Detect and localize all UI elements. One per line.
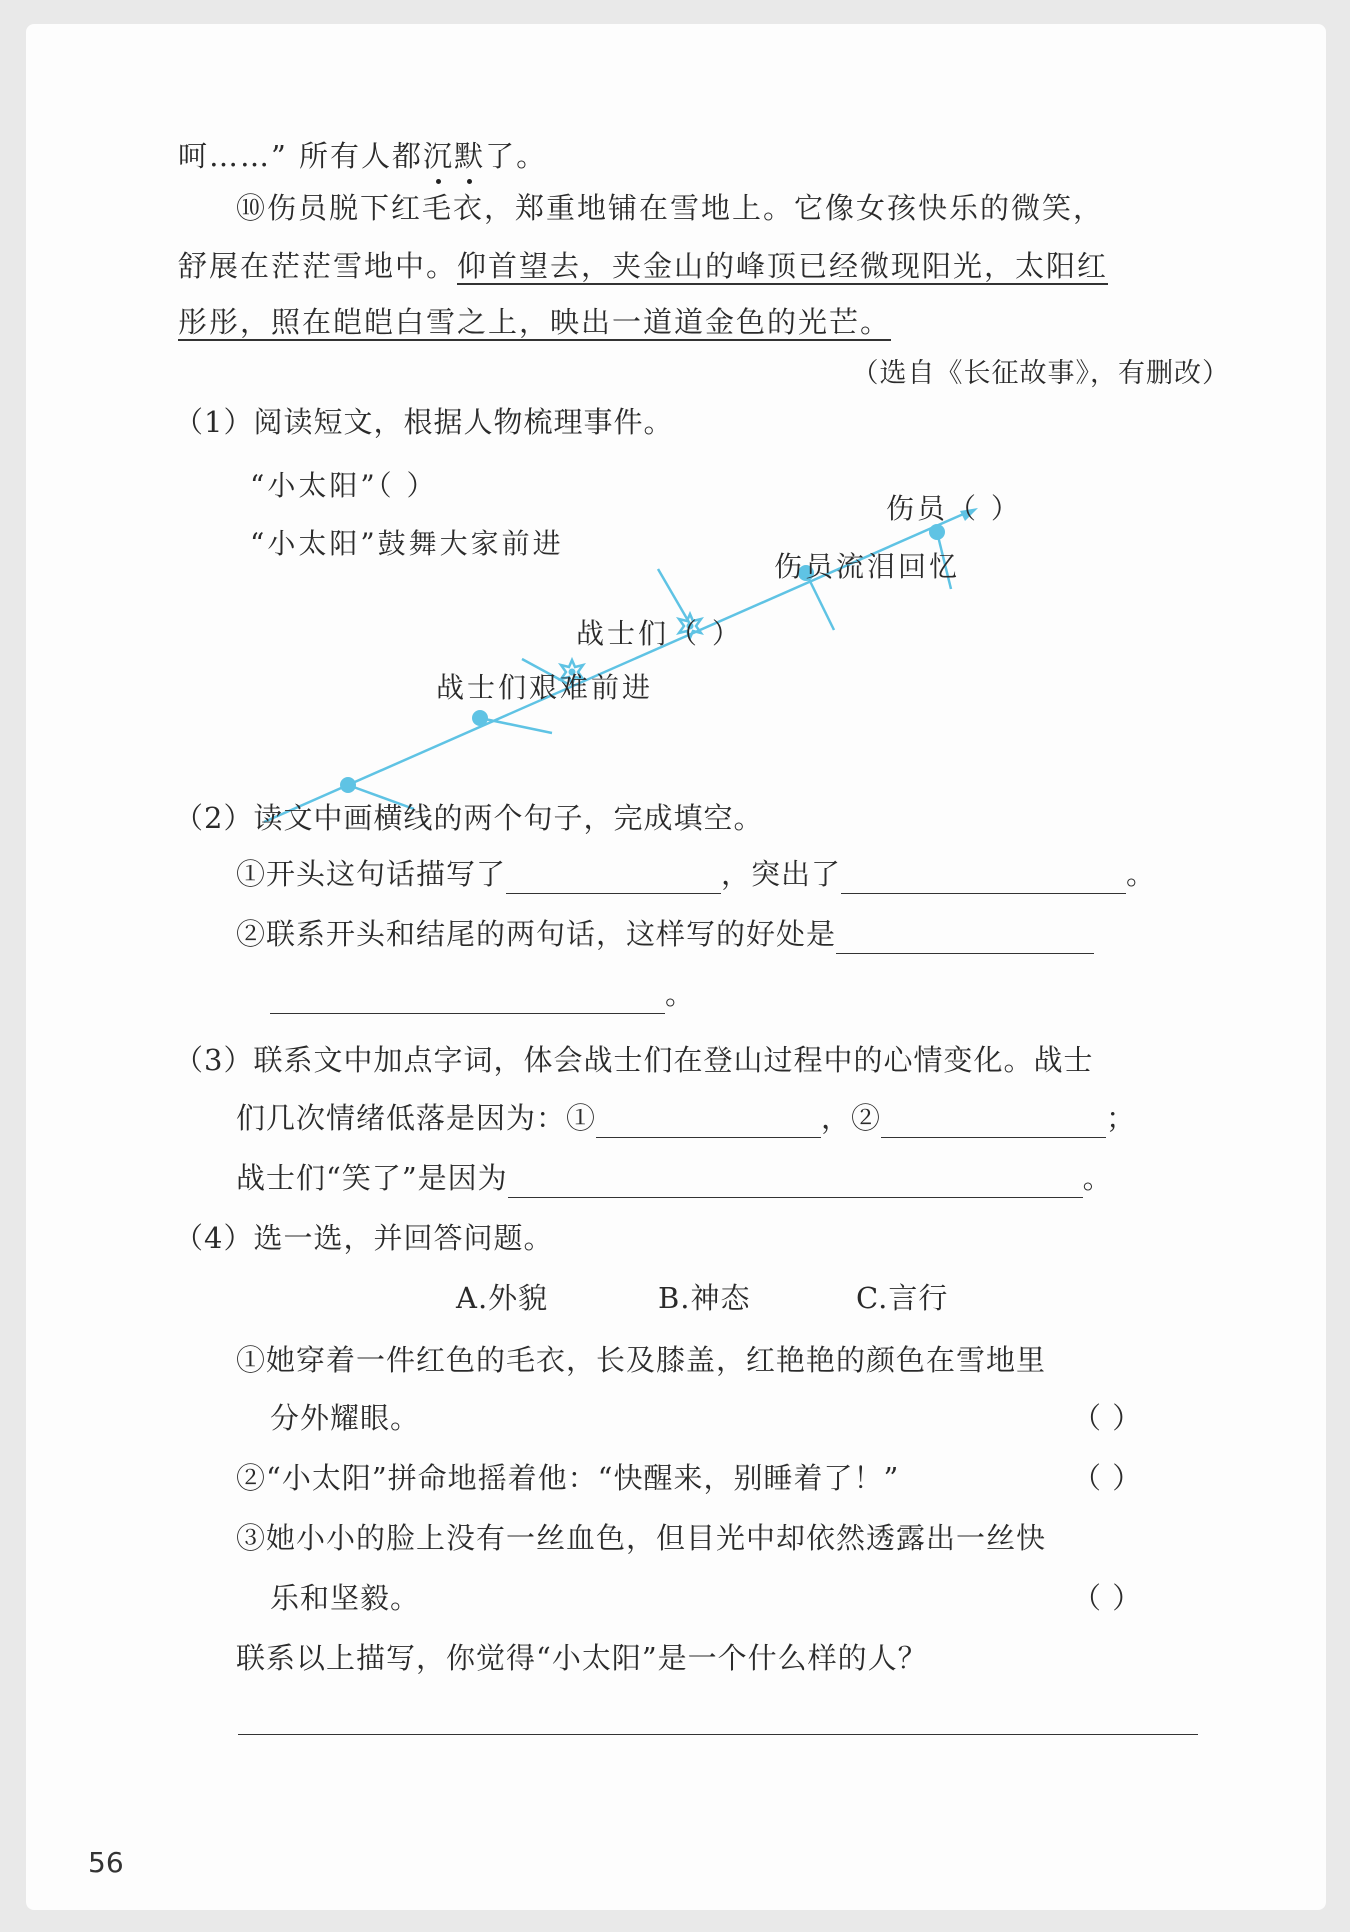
answer-paren[interactable]: （ ） bbox=[1072, 1401, 1143, 1435]
label-wounded-recall: 伤员流泪回忆 bbox=[774, 550, 961, 583]
q4-item-2: ②“小太阳”拼命地摇着他：“快醒来，别睡着了！” bbox=[236, 1461, 900, 1495]
punct: 。 bbox=[1082, 1161, 1113, 1195]
q3-text: ，② bbox=[821, 1101, 882, 1135]
q3-line-2 bbox=[236, 1098, 1136, 1138]
answer-blank[interactable] bbox=[596, 1107, 821, 1138]
answer-blank[interactable] bbox=[841, 863, 1126, 894]
q2-item1-text: ①开头这句话描写了 bbox=[236, 857, 507, 891]
punct: 。 bbox=[665, 977, 696, 1011]
label-sun-blank: “小太阳”（ ） bbox=[250, 469, 438, 502]
dotted-char: 默 bbox=[454, 136, 485, 176]
answer-paren[interactable]: （ ） bbox=[1072, 1581, 1143, 1615]
q3-text: 们几次情绪低落是因为：① bbox=[236, 1101, 597, 1135]
answer-blank[interactable] bbox=[506, 863, 721, 894]
answer-blank[interactable] bbox=[270, 983, 665, 1014]
q4-prompt: （4）选一选，并回答问题。 bbox=[174, 1221, 554, 1255]
q4-item-3-line-2: 乐和坚毅。 bbox=[270, 1581, 421, 1615]
q1-prompt: （1）阅读短文，根据人物梳理事件。 bbox=[174, 405, 674, 439]
passage-text: 呵……” 所有人都 bbox=[178, 139, 424, 173]
workbook-page bbox=[26, 24, 1326, 1910]
dotted-char: 沉 bbox=[423, 136, 454, 176]
q4-final-question: 联系以上描写，你觉得“小太阳”是一个什么样的人？ bbox=[236, 1641, 928, 1675]
q4-option-b: B.神态 bbox=[658, 1281, 751, 1315]
q2-item2-text: ②联系开头和结尾的两句话，这样写的好处是 bbox=[236, 917, 837, 951]
event-diagram bbox=[26, 24, 1326, 844]
passage-text: 了。 bbox=[485, 139, 548, 173]
q2-item-2 bbox=[236, 914, 1094, 954]
punct: 。 bbox=[1126, 857, 1157, 891]
q2-item-2-cont bbox=[270, 974, 695, 1014]
label-soldiers-hard: 战士们艰难前进 bbox=[436, 671, 654, 704]
source-citation: （选自《长征故事》，有删改） bbox=[851, 358, 1230, 389]
passage-p10-line-1: ⑩伤员脱下红毛衣，郑重地铺在雪地上。它像女孩快乐的微笑， bbox=[236, 191, 1105, 225]
answer-paren[interactable]: （ ） bbox=[1072, 1461, 1143, 1495]
q3-text: 战士们“笑了”是因为 bbox=[236, 1161, 508, 1195]
leader-line bbox=[480, 718, 552, 733]
passage-text: 舒展在茫茫雪地中。 bbox=[178, 249, 458, 283]
q4-item-3-line-1: ③她小小的脸上没有一丝血色，但目光中却依然透露出一丝快 bbox=[236, 1521, 1047, 1555]
q3-line-3 bbox=[236, 1158, 1113, 1198]
q2-item1-text: ，突出了 bbox=[721, 857, 842, 891]
label-soldiers-blank: 战士们（ ） bbox=[576, 617, 743, 650]
q4-option-a: A.外貌 bbox=[456, 1281, 549, 1315]
answer-blank[interactable] bbox=[881, 1107, 1106, 1138]
label-sun-encourage: “小太阳”鼓舞大家前进 bbox=[250, 527, 564, 560]
underlined-sentence: 仰首望去，夹金山的峰顶已经微现阳光，太阳红 bbox=[457, 249, 1109, 283]
label-wounded-blank: 伤员（ ） bbox=[886, 492, 1022, 525]
answer-blank[interactable] bbox=[508, 1167, 1083, 1198]
q2-item-1 bbox=[236, 854, 1156, 894]
q4-item-1-line-1: ①她穿着一件红色的毛衣，长及膝盖，红艳艳的颜色在雪地里 bbox=[236, 1343, 1047, 1377]
page-number: 56 bbox=[88, 1846, 124, 1879]
answer-line[interactable] bbox=[238, 1734, 1198, 1735]
q4-item-1-line-2: 分外耀眼。 bbox=[270, 1401, 421, 1435]
answer-blank[interactable] bbox=[836, 923, 1094, 954]
q4-option-c: C.言行 bbox=[856, 1281, 949, 1315]
underlined-sentence: 彤彤，照在皑皑白雪之上，映出一道道金色的光芒。 bbox=[178, 305, 892, 339]
q3-line-1: （3）联系文中加点字词，体会战士们在登山过程中的心情变化。战士 bbox=[174, 1043, 1094, 1077]
punct: ； bbox=[1106, 1101, 1137, 1135]
event-dot bbox=[472, 710, 488, 726]
event-dot bbox=[340, 777, 356, 793]
q2-prompt: （2）读文中画横线的两个句子，完成填空。 bbox=[174, 801, 764, 835]
